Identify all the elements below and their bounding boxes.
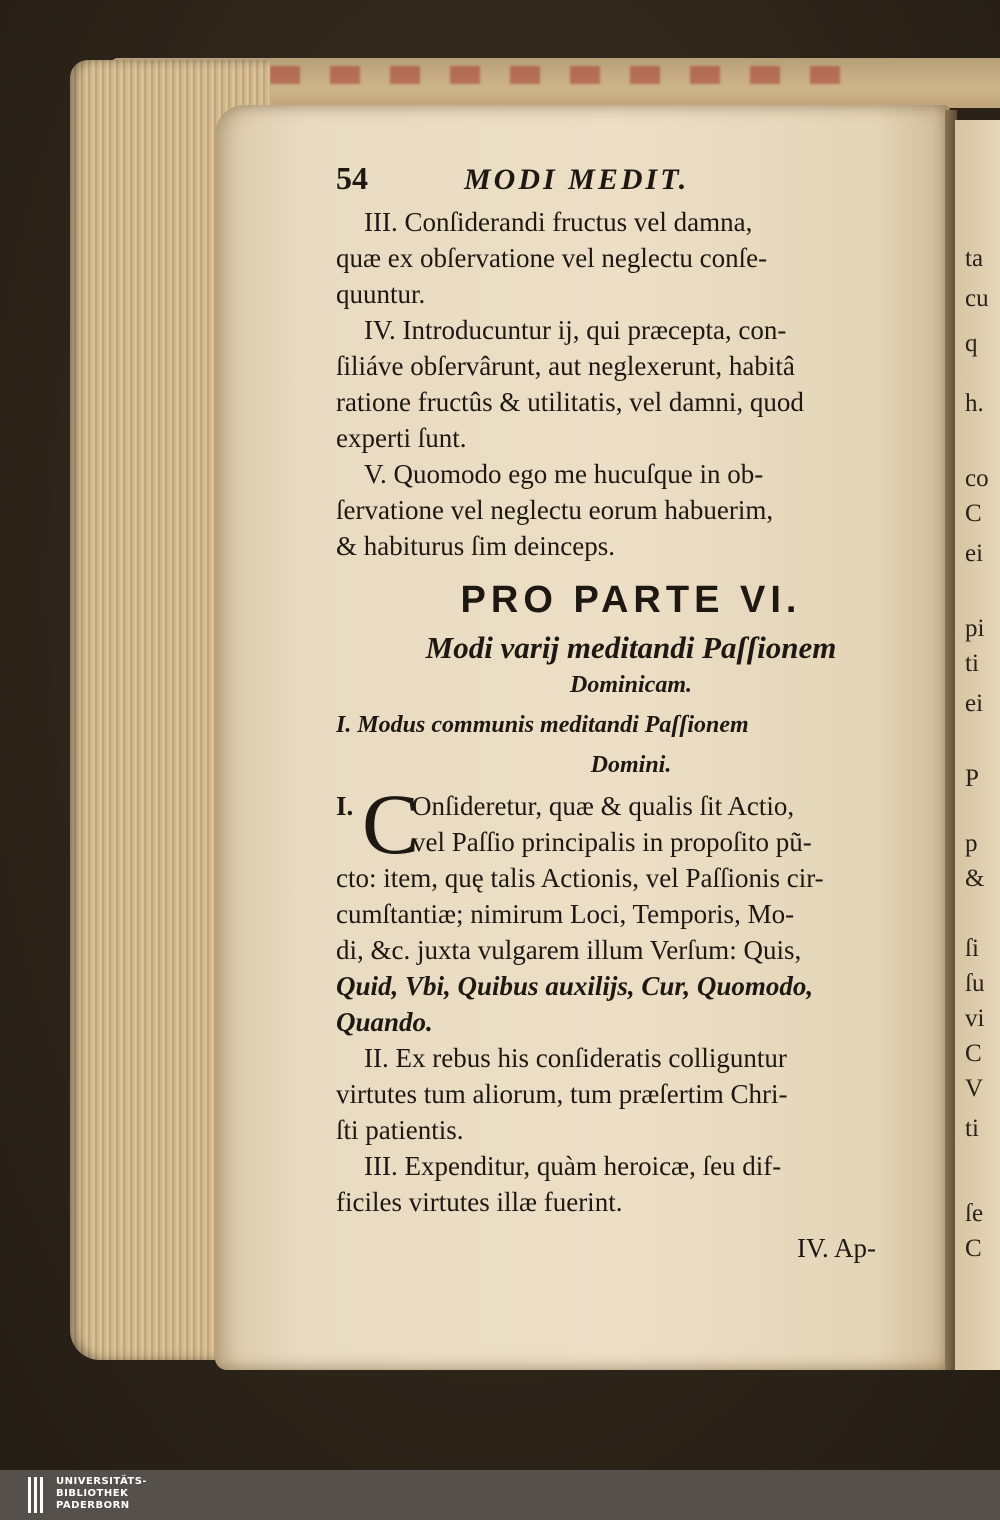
next-page-text-fragment: cu [965, 285, 989, 312]
point-I [336, 776, 926, 1040]
text-line: experti ſunt. [336, 423, 467, 453]
logo-line: BIBLIOTHEK [56, 1488, 129, 1499]
footer-bar [0, 1470, 1000, 1520]
next-page-text-fragment: ſu [965, 970, 985, 997]
next-page-text-fragment: C [965, 1040, 982, 1067]
text-line: ſti patientis. [336, 1115, 464, 1145]
drop-capital: C [362, 776, 420, 872]
next-page-text-fragment: q [965, 330, 978, 357]
text-line: ſervatione vel neglectu eorum habuerim, [336, 495, 774, 525]
library-logo-icon [28, 1477, 48, 1513]
text-line: III. Expenditur, quàm heroicæ, ſeu dif- [364, 1151, 782, 1181]
next-page-text-fragment: ti [965, 1115, 979, 1142]
text-line: quuntur. [336, 279, 426, 309]
logo-line: PADERBORN [56, 1500, 130, 1511]
point-III [336, 1148, 926, 1220]
text-line: & habiturus ſim deinceps. [336, 531, 615, 561]
next-page-text-fragment: h. [965, 390, 984, 417]
next-page-text-fragment: C [965, 1235, 982, 1262]
text-line: cumſtantiæ; nimirum Loci, Temporis, Mo- [336, 899, 795, 929]
text-line: II. Ex rebus his conſideratis colliguntur [364, 1043, 787, 1073]
text-line: IV. Introducuntur ij, qui præcepta, con- [364, 315, 787, 345]
library-logo-text [56, 1476, 147, 1512]
next-page-text-fragment: V [965, 1075, 984, 1102]
next-page-text-fragment: pi [965, 615, 985, 642]
section-heading: PRO PARTE VI. [460, 579, 802, 621]
paragraph-III [336, 204, 926, 312]
section-subtitle-continued: Dominicam. [569, 672, 692, 698]
logo-line: UNIVERSITÄTS- [56, 1476, 148, 1487]
running-header [336, 160, 926, 204]
red-page-edge [270, 66, 870, 84]
next-page-text-fragment: vi [965, 1005, 985, 1032]
page-number: 54 [336, 160, 368, 196]
running-head-title: MODI MEDIT. [464, 163, 690, 196]
modus-title: I. Modus communis meditandi Paſſionem [336, 712, 749, 738]
text-line: Quando. [336, 1007, 433, 1037]
text-line: ſiliáve obſervârunt, aut neglexerunt, habitâ [336, 351, 795, 381]
text-line: cto: item, quę talis Actionis, vel Paſſionis cir- [336, 863, 824, 893]
catchword: IV. Ap- [796, 1233, 876, 1263]
text-line: Onſideretur, quæ & qualis ſit Actio, [412, 791, 795, 821]
paragraph-V [336, 456, 926, 564]
text-line: V. Quomodo ego me hucuſque in ob- [364, 459, 764, 489]
next-page-text-fragment: ei [965, 540, 984, 567]
next-page-text-fragment: ei [965, 690, 984, 717]
page-text [336, 160, 926, 1266]
next-page-text-fragment: ſi [965, 935, 979, 962]
text-line: virtutes tum aliorum, tum præſertim Chri- [336, 1079, 788, 1109]
section-subtitle: Modi varij meditandi Paſſionem [425, 630, 837, 665]
text-line: Quid, Vbi, Quibus auxilijs, Cur, Quomodo, [336, 971, 814, 1001]
next-page-text-fragment: ſe [965, 1200, 984, 1227]
next-page-text-fragment: co [965, 465, 989, 492]
text-line: III. Conſiderandi fructus vel damna, [364, 207, 753, 237]
text-line: di, &c. juxta vulgarem illum Verſum: Quis, [336, 935, 802, 965]
point-I-number: I. [336, 791, 354, 821]
text-line: quæ ex obſervatione vel neglectu conſe- [336, 243, 768, 273]
paragraph-IV [336, 312, 926, 456]
text-line: ficiles virtutes illæ fuerint. [336, 1187, 623, 1217]
next-page-text-fragment: P [965, 765, 979, 792]
next-page-text-fragment: C [965, 500, 982, 527]
text-line: ratione fructûs & utilitatis, vel damni, quod [336, 387, 804, 417]
modus-title-continued: Domini. [590, 752, 672, 778]
point-II [336, 1040, 926, 1148]
next-page-text-fragment: ta [965, 245, 984, 272]
right-page-fragment [955, 120, 1000, 1370]
text-line: vel Paſſio principalis in propoſito pũ- [412, 827, 812, 857]
next-page-text-fragment: & [965, 865, 985, 892]
next-page-text-fragment: ti [965, 650, 979, 677]
next-page-text-fragment: p [965, 830, 978, 857]
